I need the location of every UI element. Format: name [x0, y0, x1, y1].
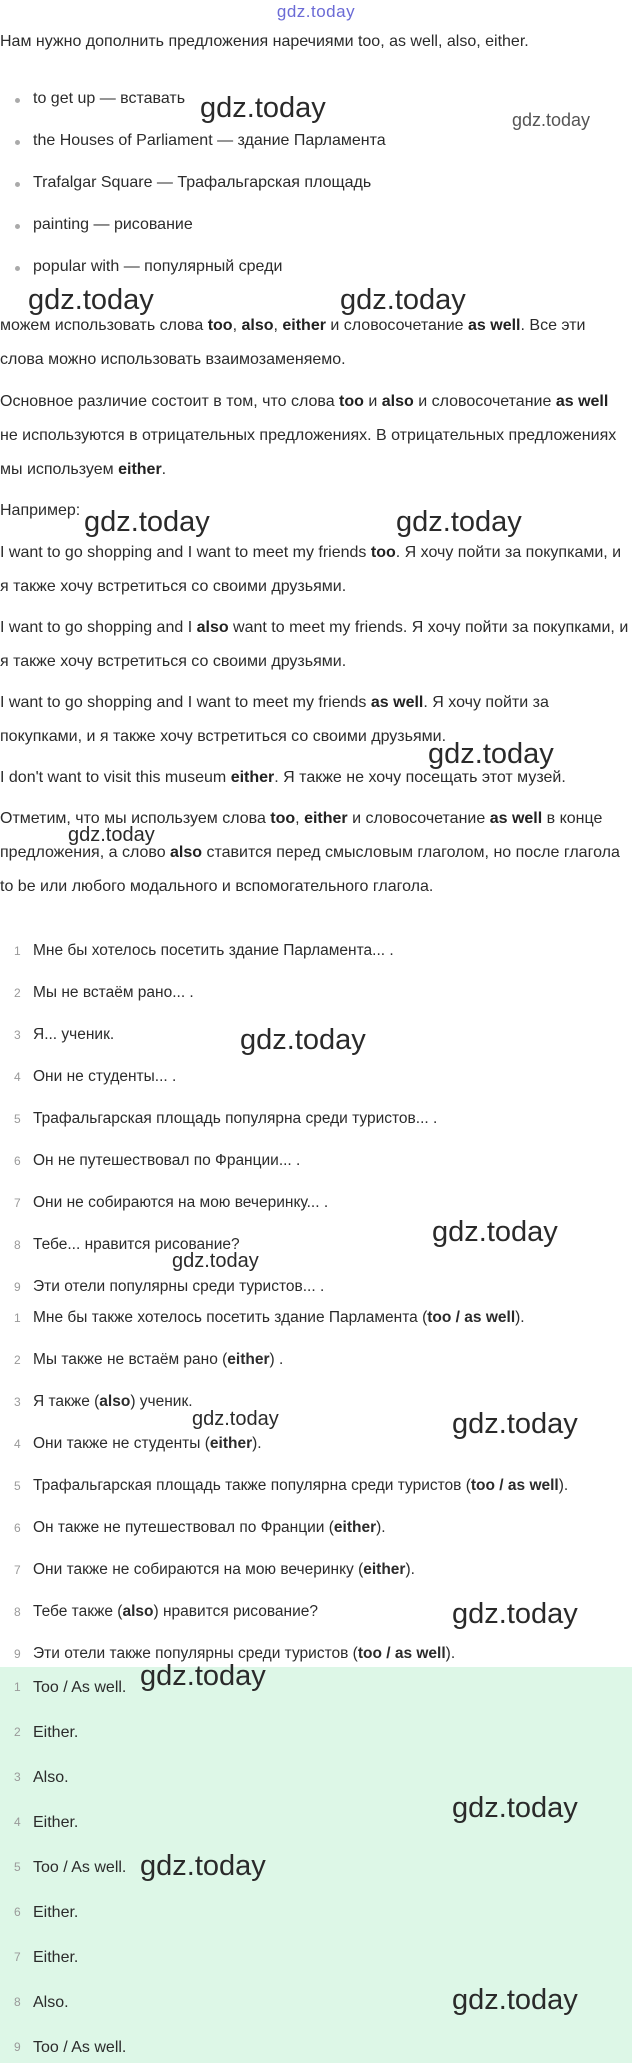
list-item: 4 Они также не студенты (either).: [14, 1435, 262, 1452]
list-item: 4 Они не студенты... .: [14, 1068, 177, 1085]
list-item: 2 Мы также не встаём рано (either) .: [14, 1351, 284, 1368]
task-sentences-list: [0, 930, 630, 1308]
list-item: 9 Too / As well.: [14, 2039, 127, 2056]
vocab-item: to get up — вставать: [0, 78, 600, 120]
watermark: gdz.today: [84, 506, 210, 538]
list-item: 6 Either.: [14, 1904, 79, 1921]
vocab-item: painting — рисование: [0, 204, 600, 246]
list-item: 3 Also.: [14, 1769, 69, 1786]
watermark: gdz.today: [340, 284, 466, 316]
list-item: 2 Either.: [14, 1724, 79, 1741]
explanation-paragraph-3: Отметим, что мы используем слова too, either и словосочетание as well в конце предложения, а слово also ставится перед смысловым глаголом, но после глагола to be или любого модального и вспомогательного глагола.: [0, 810, 620, 895]
watermark: gdz.today: [240, 1024, 366, 1056]
watermark: gdz.today: [192, 1408, 279, 1430]
explanation-paragraph-2: Основное различие состоит в том, что слова too и also и словосочетание as well не используются в отрицательных предложениях. В отрицательных предложениях мы используем either.: [0, 393, 617, 478]
example-sentence-1: I want to go shopping and I want to meet my friends too. Я хочу пойти за покупками, и я также хочу встретиться со своими друзьями.: [0, 544, 622, 595]
watermark: gdz.today: [396, 506, 522, 538]
list-item: 6 Он также не путешествовал по Франции (either).: [14, 1519, 386, 1536]
list-item: 7 Either.: [14, 1949, 79, 1966]
list-item: 3 Я... ученик.: [14, 1026, 115, 1043]
watermark: gdz.today: [172, 1250, 259, 1272]
list-item: 1 Too / As well.: [14, 1679, 127, 1696]
vocab-item: the Houses of Parliament — здание Парламента: [0, 120, 600, 162]
watermark: gdz.today: [452, 1598, 578, 1630]
list-item: 2 Мы не встаём рано... .: [14, 984, 194, 1001]
list-item: 5 Too / As well.: [14, 1859, 127, 1876]
watermark: gdz.today: [140, 1850, 266, 1882]
example-sentence-3: I want to go shopping and I want to meet my friends as well. Я хочу пойти за покупками, и я также хочу встретиться со своими друзьями.: [0, 694, 549, 745]
list-item: 3 Я также (also) ученик.: [14, 1393, 193, 1410]
list-item: 1 Мне бы хотелось посетить здание Парламента... .: [14, 942, 394, 959]
list-item: 8 Also.: [14, 1994, 69, 2011]
watermark: gdz.today: [140, 1660, 266, 1692]
example-sentence-4: I don't want to visit this museum either. Я также не хочу посещать этот музей.: [0, 769, 566, 786]
list-item: 7 Они не собираются на мою вечеринку... .: [14, 1194, 329, 1211]
list-item: 5 Трафальгарская площадь популярна среди туристов... .: [14, 1110, 438, 1127]
explanation-paragraph-1: можем использовать слова too, also, either и словосочетание as well. Все эти слова можно использовать взаимозаменяемо.: [0, 317, 586, 368]
example-label: Например:: [0, 502, 81, 519]
watermark: gdz.today: [452, 1792, 578, 1824]
vocab-item: popular with — популярный среди: [0, 246, 600, 288]
watermark: gdz.today: [68, 824, 155, 846]
watermark: gdz.today: [28, 284, 154, 316]
vocab-item: Trafalgar Square — Трафальгарская площадь: [0, 162, 600, 204]
watermark: gdz.today: [512, 110, 591, 130]
list-item: 9 Эти отели популярны среди туристов... .: [14, 1278, 325, 1295]
intro-text: Нам нужно дополнить предложения наречиями too, as well, also, either.: [0, 33, 529, 50]
list-item: 4 Either.: [14, 1814, 79, 1831]
example-sentence-2: I want to go shopping and I also want to meet my friends. Я хочу пойти за покупками, и я также хочу встретиться со своими друзьями.: [0, 619, 629, 670]
watermark: gdz.today: [432, 1216, 558, 1248]
list-item: 1 Мне бы также хотелось посетить здание Парламента (too / as well).: [14, 1309, 525, 1326]
list-item: 9 Эти отели также популярны среди туристов (too / as well).: [14, 1645, 456, 1662]
watermark: gdz.today: [452, 1408, 578, 1440]
watermark: gdz.today: [428, 738, 554, 770]
list-item: 6 Он не путешествовал по Франции... .: [14, 1152, 301, 1169]
list-item: 8 Тебе... нравится рисование?: [14, 1236, 240, 1253]
site-logo[interactable]: gdz.today: [276, 2, 356, 21]
watermark: gdz.today: [200, 92, 326, 124]
list-item: 5 Трафальгарская площадь также популярна среди туристов (too / as well).: [14, 1477, 569, 1494]
list-item: 8 Тебе также (also) нравится рисование?: [14, 1603, 318, 1620]
watermark: gdz.today: [452, 1984, 578, 2016]
list-item: 7 Они также не собираются на мою вечеринку (either).: [14, 1561, 415, 1578]
